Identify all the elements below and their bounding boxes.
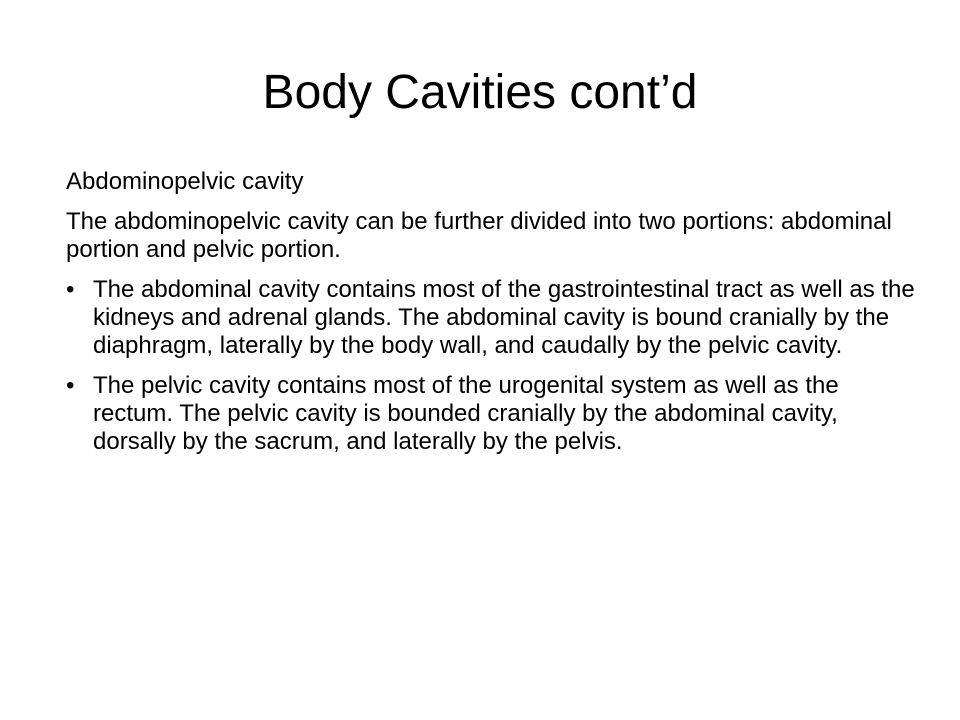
bullet-icon: • (66, 276, 75, 303)
intro-paragraph: The abdominopelvic cavity can be further divided into two portions: abdominal portion and pelvic portion. (66, 208, 892, 263)
slide-content (66, 168, 916, 468)
bullet-item-pelvic (66, 372, 916, 456)
bullet-text: The abdominal cavity contains most of the gastrointestinal tract as well as the kidneys and adrenal glands. The abdominal cavity is bound cranially by the diaphragm, laterally by the body wall, and caudally by the pelvic cavity. (93, 276, 915, 359)
bullet-icon: • (66, 372, 75, 399)
bullet-text: The pelvic cavity contains most of the urogenital system as well as the rectum. The pelvic cavity is bounded cranially by the abdominal cavity, dorsally by the sacrum, and laterally by the pelvis. (93, 372, 839, 455)
bullet-item-abdominal (66, 276, 916, 360)
slide-title: Body Cavities cont’d (262, 66, 698, 119)
subheading: Abdominopelvic cavity (66, 168, 304, 195)
bullet-list (66, 276, 916, 456)
